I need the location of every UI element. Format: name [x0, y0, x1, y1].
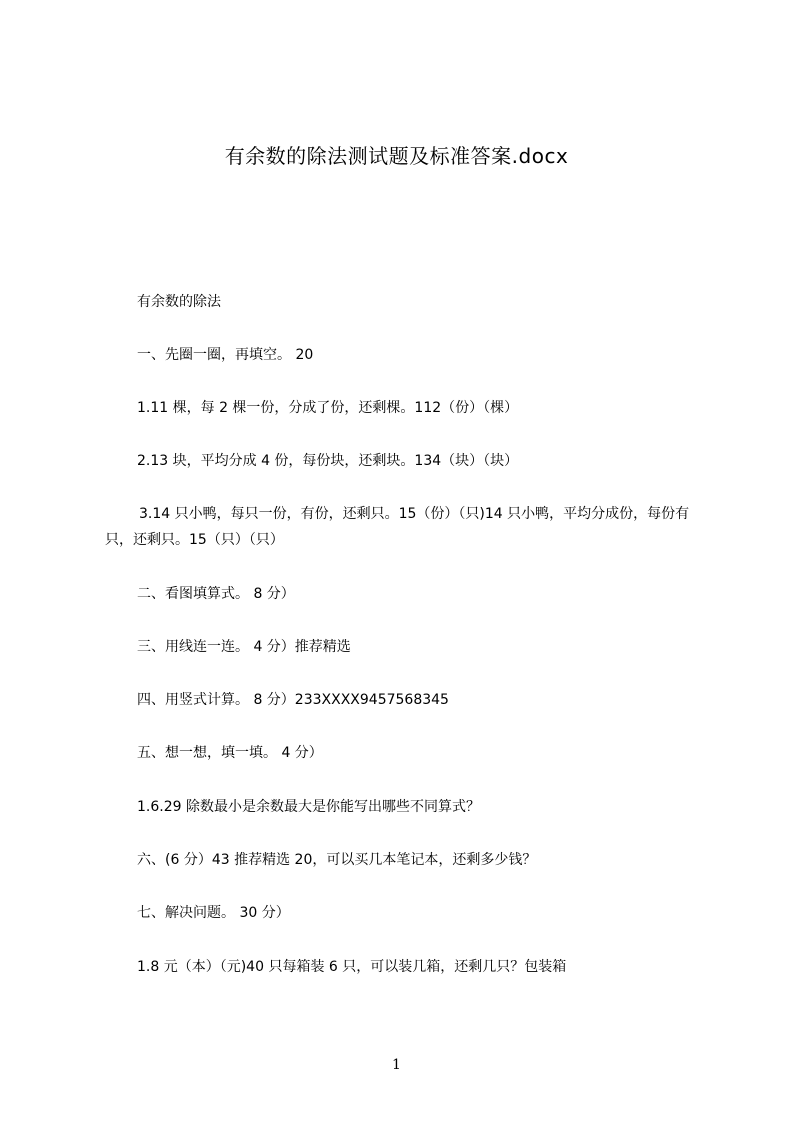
document-title: 有余数的除法测试题及标准答案.docx — [224, 144, 569, 168]
question-1-2: 2.13 块，平均分成 4 份，每份块，还剩块。134（块）（块） — [137, 453, 519, 469]
section-one-heading: 一、先圈一圈，再填空。 20 — [137, 347, 314, 363]
section-two-heading: 二、看图填算式。 8 分） — [137, 586, 295, 602]
section-seven-heading: 七、解决问题。 30 分） — [137, 905, 290, 921]
section-three-heading: 三、用线连一连。 4 分）推荐精选 — [137, 639, 351, 655]
question-7-1: 1.8 元（本）（元)40 只每箱装 6 只，可以装几箱，还剩几只？包装箱 — [137, 959, 567, 975]
section-five-heading: 五、想一想，填一填。 4 分） — [137, 745, 323, 761]
section-heading: 有余数的除法 — [137, 294, 221, 310]
question-1-3: 3.14 只小鸭，每只一份，有份，还剩只。15（份）（只)14 只小鸭，平均分成份，每份有只，还剩只。15（只）（只） — [105, 506, 690, 548]
section-four-heading: 四、用竖式计算。 8 分）233XXXX9457568345 — [137, 692, 449, 708]
question-5-1: 1.6.29 除数最小是余数最大是你能写出哪些不同算式？ — [137, 799, 480, 815]
section-six-heading: 六、(6 分）43 推荐精选 20，可以买几本笔记本，还剩多少钱？ — [137, 852, 537, 868]
page-number: 1 — [392, 1057, 401, 1073]
question-1-1: 1.11 棵，每 2 棵一份，分成了份，还剩棵。112（份）（棵） — [137, 400, 519, 416]
